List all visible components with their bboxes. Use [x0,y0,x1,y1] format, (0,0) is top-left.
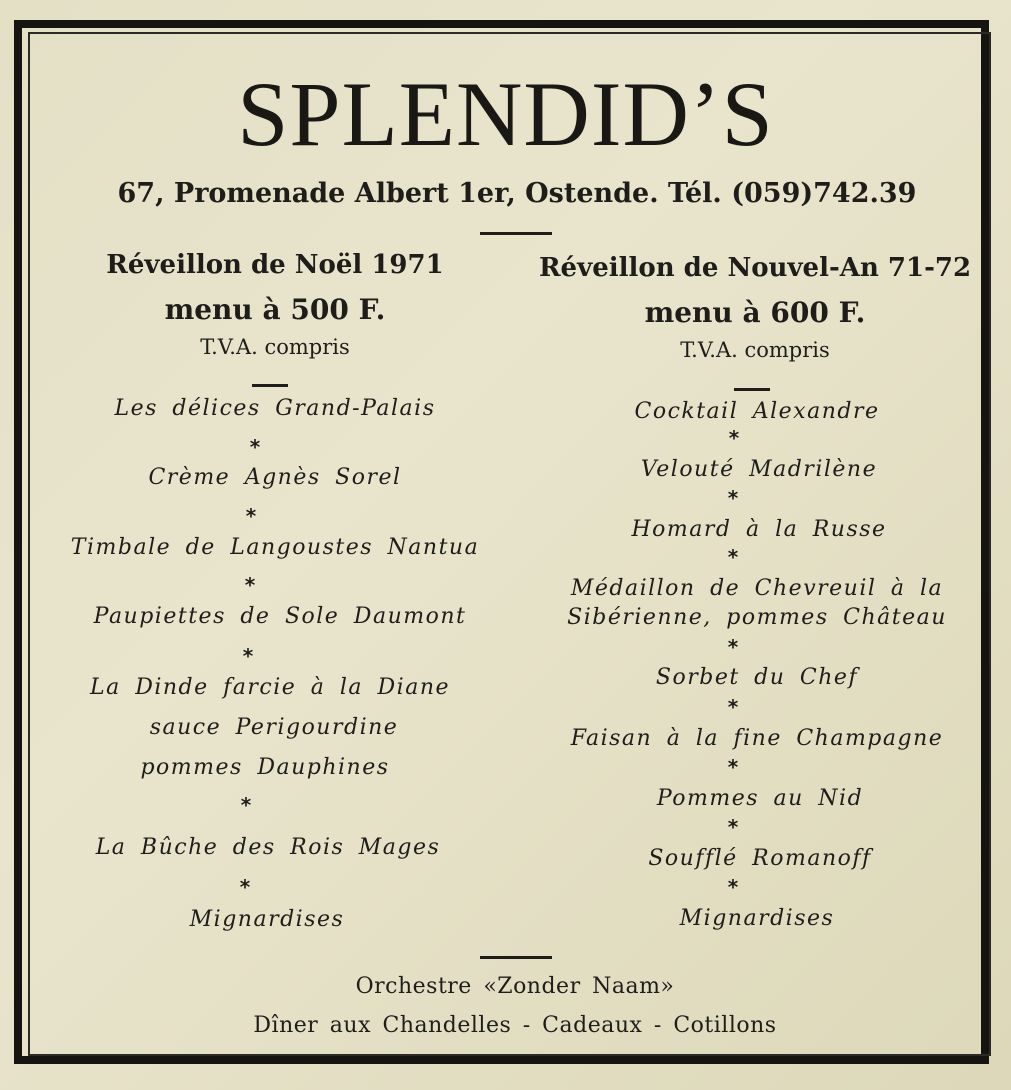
noel-separator: * [239,875,251,899]
nouvel-an-price: menu à 600 F. [644,296,866,329]
noel-separator: * [249,435,261,459]
noel-title: Réveillon de Noël 1971 [106,250,444,280]
noel-divider [252,384,288,387]
orchestra-line: Orchestre «Zonder Naam» [355,974,675,999]
header-divider [480,232,552,235]
nouvel-an-separator: * [727,695,739,719]
noel-course: sauce Perigourdine [149,715,399,740]
nouvel-an-course: Mignardises [679,906,835,931]
noel-course: Timbale de Langoustes Nantua [70,535,480,560]
footer-divider [480,956,552,959]
nouvel-an-course: Médaillon de Chevreuil à la [570,576,944,601]
nouvel-an-course: Sibérienne, pommes Château [567,605,947,630]
nouvel-an-course: Pommes au Nid [656,786,864,811]
nouvel-an-course: Soufflé Romanoff [648,846,872,871]
nouvel-an-separator: * [727,545,739,569]
noel-course: Mignardises [189,907,345,932]
noel-course: La Bûche des Rois Mages [95,835,441,860]
nouvel-an-course: Velouté Madrilène [640,457,878,482]
nouvel-an-divider [734,388,770,391]
noel-separator: * [245,504,257,528]
noel-course: Crème Agnès Sorel [148,465,402,490]
nouvel-an-separator: * [727,755,739,779]
nouvel-an-separator: * [727,635,739,659]
noel-header [60,248,490,362]
restaurant-name: SPLENDID’S [237,63,774,165]
noel-separator: * [242,644,254,668]
nouvel-an-title: Réveillon de Nouvel-An 71-72 [538,253,972,283]
nouvel-an-course: Faisan à la fine Champagne [570,726,944,751]
noel-course: Les délices Grand-Palais [114,396,436,421]
nouvel-an-header [510,251,1000,365]
noel-separator: * [244,573,256,597]
nouvel-an-separator: * [728,426,740,450]
noel-tax: T.V.A. compris [200,335,350,359]
extras-line: Dîner aux Chandelles - Cadeaux - Cotillons [253,1013,777,1038]
noel-price: menu à 500 F. [164,293,386,326]
nouvel-an-separator: * [727,875,739,899]
nouvel-an-tax: T.V.A. compris [680,338,830,362]
noel-course: pommes Dauphines [140,755,390,780]
nouvel-an-course: Cocktail Alexandre [634,399,880,424]
restaurant-address: 67, Promenade Albert 1er, Ostende. Tél. (059)742.39 [117,178,917,209]
nouvel-an-separator: * [727,815,739,839]
noel-course: Paupiettes de Sole Daumont [93,604,467,629]
nouvel-an-separator: * [727,486,739,510]
nouvel-an-course: Sorbet du Chef [655,665,859,690]
noel-separator: * [240,793,252,817]
nouvel-an-course: Homard à la Russe [631,517,887,542]
noel-course: La Dinde farcie à la Diane [89,675,451,700]
